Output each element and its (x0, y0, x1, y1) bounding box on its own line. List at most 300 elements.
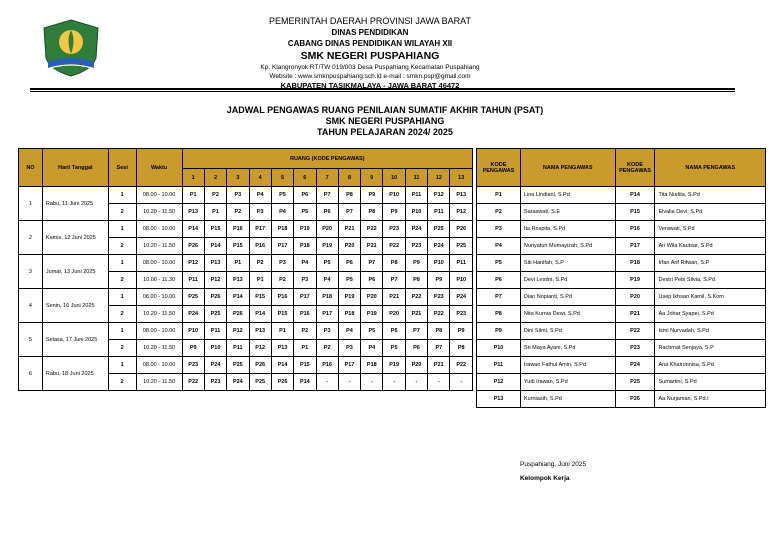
session-time: 10.20 - 11.50 (136, 340, 182, 357)
supervisor-code-cell: P22 (405, 289, 427, 306)
supervisor-code-cell: P24 (182, 306, 204, 323)
room-header: 3 (227, 169, 249, 187)
supervisor-row (477, 323, 766, 340)
supervisor-code-cell: P11 (428, 204, 450, 221)
letterhead (0, 0, 768, 100)
schedule-row (19, 323, 473, 340)
supervisor-name: Ita Rospita, S.Pd (520, 221, 615, 238)
col-sesi: Sesi (108, 149, 136, 187)
supervisor-code: P23 (615, 340, 655, 357)
supervisor-code-cell: P5 (361, 323, 383, 340)
supervisor-code-cell: P15 (294, 357, 316, 374)
supervisor-code: P2 (477, 204, 521, 221)
col-kode-2: KODE PENGAWAS (615, 149, 655, 187)
supervisor-code-cell: P26 (450, 221, 473, 238)
room-header: 10 (383, 169, 405, 187)
supervisor-name: Irawan Fathul Amin, S.Pd (520, 357, 615, 374)
supervisor-code-cell: P10 (383, 187, 405, 204)
supervisor-code-cell: P14 (182, 221, 204, 238)
supervisor-code-cell: P22 (361, 221, 383, 238)
supervisor-code-cell: P9 (450, 323, 473, 340)
supervisor-row (477, 255, 766, 272)
supervisor-code: P18 (615, 255, 655, 272)
day-date: Selasa, 17 Juni 2025 (42, 323, 108, 357)
west-java-emblem-icon (40, 18, 102, 78)
supervisor-row (477, 204, 766, 221)
supervisor-code-cell: P16 (271, 289, 293, 306)
supervisor-code-cell: P11 (204, 323, 226, 340)
room-header: 11 (405, 169, 427, 187)
supervisor-code-cell: P19 (316, 238, 338, 255)
supervisor-code-cell: P14 (249, 306, 271, 323)
supervisor-code-cell: P4 (316, 272, 338, 289)
signature-role: Kelompok Kerja (520, 475, 570, 482)
supervisor-code: P25 (615, 374, 655, 391)
supervisor-code-cell: P19 (338, 289, 360, 306)
header-school: SMK NEGERI PUSPAHIANG (300, 50, 440, 62)
header-divider-thin (30, 91, 735, 92)
supervisor-code-cell: P4 (294, 255, 316, 272)
session-time: 08.00 - 10.00 (136, 255, 182, 272)
supervisor-code-cell: P5 (338, 272, 360, 289)
room-header: 4 (249, 169, 271, 187)
supervisor-code-cell: P19 (361, 306, 383, 323)
supervisor-code-cell: - (361, 374, 383, 391)
supervisor-code-cell: P13 (450, 187, 473, 204)
schedule-row (19, 357, 473, 374)
supervisor-code: P11 (477, 357, 521, 374)
supervisor-code: P12 (477, 374, 521, 391)
session-time: 08.00 - 10.00 (136, 221, 182, 238)
supervisor-code-cell: P5 (383, 340, 405, 357)
supervisor-code-cell: P8 (361, 204, 383, 221)
supervisor-code-cell: P2 (249, 255, 271, 272)
supervisor-code-cell: P8 (338, 187, 360, 204)
supervisor-code-cell: P26 (249, 357, 271, 374)
supervisor-code-cell: P9 (182, 340, 204, 357)
supervisor-code-cell: P12 (428, 187, 450, 204)
supervisor-code-cell: P17 (271, 238, 293, 255)
supervisor-code-cell: - (428, 374, 450, 391)
room-header: 2 (204, 169, 226, 187)
supervisor-code: P21 (615, 306, 655, 323)
supervisor-code-cell: P8 (383, 255, 405, 272)
supervisor-code-cell: P21 (383, 289, 405, 306)
schedule-row (19, 255, 473, 272)
session-number: 2 (108, 306, 136, 323)
session-time: 08.00 - 10.00 (136, 323, 182, 340)
room-header: 7 (316, 169, 338, 187)
supervisor-code-cell: P4 (338, 323, 360, 340)
supervisor-code-cell: P6 (316, 204, 338, 221)
supervisor-name: Dian Nopianti, S.Pd (520, 289, 615, 306)
supervisor-name: Destri Pebi Silvia, S.Pd (655, 272, 766, 289)
supervisor-code-cell: P1 (227, 255, 249, 272)
col-day: Hari/ Tanggal (42, 149, 108, 187)
supervisor-code-cell: P5 (294, 204, 316, 221)
supervisor-name: Elvalia Devi, S.Pd (655, 204, 766, 221)
header-regency: KABUPATEN TASIKMALAYA - JAWA BARAT 46472 (280, 81, 460, 90)
supervisor-code-cell: - (338, 374, 360, 391)
supervisor-code-cell: P1 (204, 204, 226, 221)
supervisor-name: Usep Ikhsan Kamil, S.Kom (655, 289, 766, 306)
supervisor-code-cell: P12 (450, 204, 473, 221)
supervisor-code-cell: P7 (361, 255, 383, 272)
supervisor-code-cell: P6 (405, 340, 427, 357)
day-number: 4 (19, 289, 43, 323)
supervisor-row (477, 272, 766, 289)
signature-block (520, 458, 586, 486)
supervisor-code-cell: P1 (182, 187, 204, 204)
supervisor-code-cell: P2 (227, 204, 249, 221)
supervisor-code-cell: P16 (294, 306, 316, 323)
supervisor-row (477, 391, 766, 408)
supervisor-name: Sri Maya Ayani, S.Pd (520, 340, 615, 357)
supervisor-name: Rachmat Senjaya, S.P (655, 340, 766, 357)
session-time: 10.20 - 11.50 (136, 374, 182, 391)
supervisor-code-cell: P8 (428, 323, 450, 340)
supervisor-code: P22 (615, 323, 655, 340)
supervisor-name: Tita Nurlita, S.Pd (655, 187, 766, 204)
supervisor-code-cell: P5 (271, 187, 293, 204)
supervisor-code-cell: P21 (405, 306, 427, 323)
supervisor-code-cell: P10 (450, 272, 473, 289)
supervisor-code-cell: P3 (227, 187, 249, 204)
supervisor-row (477, 187, 766, 204)
supervisor-name: Verawati, S.Pd (655, 221, 766, 238)
supervisor-code-cell: P13 (227, 272, 249, 289)
supervisor-code-cell: P11 (182, 272, 204, 289)
supervisor-code-cell: P10 (428, 255, 450, 272)
supervisor-code-cell: P23 (182, 357, 204, 374)
col-no: NO (19, 149, 43, 187)
supervisor-code-cell: P24 (227, 374, 249, 391)
supervisor-code-cell: P7 (338, 204, 360, 221)
room-header: 9 (361, 169, 383, 187)
session-time: 10.20 - 11.50 (136, 238, 182, 255)
supervisor-code: P24 (615, 357, 655, 374)
supervisor-code-cell: - (316, 374, 338, 391)
supervisor-code-cell: P3 (271, 255, 293, 272)
supervisor-code-cell: P1 (294, 340, 316, 357)
session-number: 2 (108, 204, 136, 221)
session-number: 2 (108, 238, 136, 255)
day-number: 6 (19, 357, 43, 391)
supervisor-code-cell: P3 (338, 340, 360, 357)
room-header: 6 (294, 169, 316, 187)
supervisor-code: P17 (615, 238, 655, 255)
schedule-table (18, 148, 473, 391)
supervisor-code-cell: P4 (271, 204, 293, 221)
day-date: Rabu, 18 Juni 2025 (42, 357, 108, 391)
supervisor-code-cell: P9 (361, 187, 383, 204)
supervisor-code-cell: P26 (204, 289, 226, 306)
supervisor-code-cell: P11 (450, 255, 473, 272)
supervisor-code-cell: P6 (361, 272, 383, 289)
supervisor-code: P20 (615, 289, 655, 306)
supervisor-code-cell: P24 (405, 221, 427, 238)
session-time: 10.20 - 11.50 (136, 306, 182, 323)
supervisor-code-cell: P22 (383, 238, 405, 255)
supervisor-code-cell: P20 (383, 306, 405, 323)
col-kode-1: KODE PENGAWAS (477, 149, 521, 187)
supervisor-code-cell: P3 (294, 272, 316, 289)
supervisor-code: P1 (477, 187, 521, 204)
supervisor-code-cell: P16 (316, 357, 338, 374)
supervisor-code-cell: - (383, 374, 405, 391)
supervisor-row (477, 306, 766, 323)
supervisor-code-cell: P22 (450, 357, 473, 374)
supervisor-row (477, 221, 766, 238)
supervisor-code-cell: P10 (182, 323, 204, 340)
header-divider (30, 88, 735, 90)
supervisor-name: Saraswati, S.E (520, 204, 615, 221)
supervisor-name: Aa Johar Syapei, S.Pd (655, 306, 766, 323)
supervisor-code-cell: P25 (450, 238, 473, 255)
supervisor-row (477, 289, 766, 306)
supervisor-code-cell: P23 (405, 238, 427, 255)
supervisor-code-cell: P24 (204, 357, 226, 374)
supervisor-code-cell: P15 (271, 306, 293, 323)
supervisor-code: P16 (615, 221, 655, 238)
supervisor-code-cell: P14 (271, 357, 293, 374)
supervisor-name: Kurniasih, S.Pd (520, 391, 615, 408)
room-header: 12 (428, 169, 450, 187)
session-number: 2 (108, 272, 136, 289)
col-ruang: RUANG (KODE PENGAWAS) (182, 149, 472, 169)
supervisor-code-cell: P24 (450, 289, 473, 306)
supervisor-code-cell: P8 (450, 340, 473, 357)
supervisor-code-cell: - (405, 374, 427, 391)
supervisor-code: P9 (477, 323, 521, 340)
supervisor-code-cell: P2 (204, 187, 226, 204)
day-number: 2 (19, 221, 43, 255)
supervisor-code: P5 (477, 255, 521, 272)
supervisor-code-cell: P8 (405, 272, 427, 289)
supervisor-code-cell: P25 (428, 221, 450, 238)
supervisor-code: P19 (615, 272, 655, 289)
session-time: 08.00 - 10.00 (136, 289, 182, 306)
supervisor-code-cell: P7 (428, 340, 450, 357)
supervisor-code-cell: P26 (182, 238, 204, 255)
supervisor-code-cell: P15 (249, 289, 271, 306)
supervisor-code-cell: P18 (294, 238, 316, 255)
supervisor-code-cell: P20 (338, 238, 360, 255)
session-time: 08.00 - 10.00 (136, 357, 182, 374)
title-line-1: JADWAL PENGAWAS RUANG PENILAIAN SUMATIF AKHIR TAHUN (PSAT) (226, 105, 544, 115)
supervisor-code-cell: P17 (316, 306, 338, 323)
supervisor-code-cell: P22 (182, 374, 204, 391)
supervisor-code-cell: P11 (227, 340, 249, 357)
col-time: Waktu (136, 149, 182, 187)
supervisor-name: Yudi Irawan, S.Pd (520, 374, 615, 391)
supervisor-code-cell: P18 (361, 357, 383, 374)
header-address: Kp. Klangronyok RT/TW 019/003 Desa Puspahiang Kecamatan Puspahiang (260, 64, 480, 71)
supervisor-code-cell: P24 (428, 238, 450, 255)
supervisor-code: P13 (477, 391, 521, 408)
supervisor-code-cell: P14 (294, 374, 316, 391)
supervisor-code-cell: P16 (227, 221, 249, 238)
supervisor-code-cell: P12 (249, 340, 271, 357)
supervisor-code-cell: P12 (204, 272, 226, 289)
supervisor-code-cell: P17 (249, 221, 271, 238)
supervisor-name: Aa Nurjaman, S.Pd.I (655, 391, 766, 408)
supervisor-code-cell: P23 (204, 374, 226, 391)
supervisor-code-cell: P11 (405, 187, 427, 204)
supervisor-code-cell: P20 (361, 289, 383, 306)
supervisor-name: Ismi Nurvadah, S.Pd (655, 323, 766, 340)
session-time: 10.20 - 11.50 (136, 204, 182, 221)
supervisor-code-cell: P4 (249, 187, 271, 204)
supervisor-code-cell: P13 (182, 204, 204, 221)
session-number: 2 (108, 374, 136, 391)
supervisor-code-cell: P18 (316, 289, 338, 306)
schedule-row (19, 221, 473, 238)
supervisor-code: P10 (477, 340, 521, 357)
supervisor-name: Ari Wila Kautsar, S.Pd (655, 238, 766, 255)
col-nama-1: NAMA PENGAWAS (520, 149, 615, 187)
supervisor-code-cell: P1 (249, 272, 271, 289)
header-branch: CABANG DINAS PENDIDIKAN WILAYAH XII (287, 39, 453, 48)
supervisor-code-cell: P19 (383, 357, 405, 374)
supervisor-code-cell: P9 (428, 272, 450, 289)
supervisor-code-cell: P12 (182, 255, 204, 272)
header-contact: Website : www.smknpuspahiang.sch.id e-mail : smkn.psp@gmail.com (269, 73, 471, 80)
supervisor-code-cell: P21 (428, 357, 450, 374)
supervisor-code-cell: P4 (361, 340, 383, 357)
supervisor-code-cell: P19 (294, 221, 316, 238)
supervisor-name: Dini Silmi, S.Pd (520, 323, 615, 340)
supervisor-code: P3 (477, 221, 521, 238)
supervisor-name: Nuriyatun Mumayizah, S.Pd (520, 238, 615, 255)
supervisor-code-cell: P5 (316, 255, 338, 272)
supervisor-code-cell: P26 (227, 306, 249, 323)
header-government: PEMERINTAH DAERAH PROVINSI JAWA BARAT (268, 16, 472, 26)
supervisor-code: P6 (477, 272, 521, 289)
supervisor-code-cell: P6 (294, 187, 316, 204)
session-number: 1 (108, 255, 136, 272)
supervisor-code-cell: P6 (338, 255, 360, 272)
supervisor-code-cell: P3 (249, 204, 271, 221)
session-number: 1 (108, 221, 136, 238)
supervisor-code-cell: P20 (405, 357, 427, 374)
supervisor-code-cell: P7 (383, 272, 405, 289)
supervisor-code-cell: P9 (405, 255, 427, 272)
supervisor-code-cell: P7 (405, 323, 427, 340)
room-header: 13 (450, 169, 473, 187)
supervisor-code: P26 (615, 391, 655, 408)
supervisor-row (477, 238, 766, 255)
supervisor-code-cell: P14 (204, 238, 226, 255)
day-date: Kamis, 12 Juni 2025 (42, 221, 108, 255)
supervisor-name: Ana Khairunnisa, S.Pd (655, 357, 766, 374)
supervisor-row (477, 340, 766, 357)
supervisor-code-cell: P13 (249, 323, 271, 340)
day-number: 3 (19, 255, 43, 289)
header-department: DINAS PENDIDIKAN (331, 28, 409, 37)
supervisor-code-cell: P22 (428, 306, 450, 323)
supervisor-code-cell: P25 (182, 289, 204, 306)
supervisor-code-cell: P7 (316, 187, 338, 204)
signature-place-date: Puspahiang, Juni 2025 (520, 461, 587, 468)
supervisor-row (477, 357, 766, 374)
session-time: 10.00 - 11.30 (136, 272, 182, 289)
supervisor-code-cell: - (450, 374, 473, 391)
supervisor-table (476, 148, 766, 408)
schedule-row (19, 187, 473, 204)
supervisor-name: Devi Lestini, S.Pd (520, 272, 615, 289)
supervisor-code-cell: P21 (338, 221, 360, 238)
day-number: 1 (19, 187, 43, 221)
session-time: 08.00 - 10.00 (136, 187, 182, 204)
supervisor-code-cell: P9 (383, 204, 405, 221)
supervisor-code-cell: P23 (383, 221, 405, 238)
session-number: 1 (108, 289, 136, 306)
supervisor-code: P4 (477, 238, 521, 255)
schedule-row (19, 289, 473, 306)
supervisor-code: P14 (615, 187, 655, 204)
supervisor-code-cell: P10 (405, 204, 427, 221)
supervisor-code-cell: P23 (428, 289, 450, 306)
supervisor-code-cell: P20 (316, 221, 338, 238)
supervisor-code-cell: P25 (227, 357, 249, 374)
supervisor-code-cell: P15 (204, 221, 226, 238)
supervisor-code-cell: P13 (204, 255, 226, 272)
supervisor-code: P8 (477, 306, 521, 323)
room-header: 5 (271, 169, 293, 187)
session-number: 1 (108, 323, 136, 340)
supervisor-code-cell: P2 (316, 340, 338, 357)
room-header: 8 (338, 169, 360, 187)
supervisor-code-cell: P1 (271, 323, 293, 340)
supervisor-code-cell: P15 (227, 238, 249, 255)
supervisor-code-cell: P3 (316, 323, 338, 340)
day-date: Jumat, 13 Juni 2025 (42, 255, 108, 289)
supervisor-name: Lina Lindiani, S.Pd (520, 187, 615, 204)
day-number: 5 (19, 323, 43, 357)
session-number: 2 (108, 340, 136, 357)
col-nama-2: NAMA PENGAWAS (655, 149, 766, 187)
supervisor-name: Irfan Arif Rifwan, S.P (655, 255, 766, 272)
supervisor-code-cell: P14 (227, 289, 249, 306)
supervisor-name: Sumartini, S.Pd (655, 374, 766, 391)
session-number: 1 (108, 187, 136, 204)
supervisor-code-cell: P12 (227, 323, 249, 340)
title-line-2: SMK NEGERI PUSPAHIANG (325, 116, 445, 126)
supervisor-name: Nita Kurnia Dewi, S.Pd (520, 306, 615, 323)
supervisor-code-cell: P26 (271, 374, 293, 391)
supervisor-code-cell: P21 (361, 238, 383, 255)
supervisor-code: P15 (615, 204, 655, 221)
supervisor-code-cell: P18 (271, 221, 293, 238)
supervisor-row (477, 374, 766, 391)
supervisor-code-cell: P10 (204, 340, 226, 357)
supervisor-code-cell: P23 (450, 306, 473, 323)
supervisor-code-cell: P2 (271, 272, 293, 289)
supervisor-code-cell: P25 (249, 374, 271, 391)
supervisor-code-cell: P16 (249, 238, 271, 255)
session-number: 1 (108, 357, 136, 374)
supervisor-code-cell: P17 (338, 357, 360, 374)
supervisor-code-cell: P2 (294, 323, 316, 340)
supervisor-code-cell: P17 (294, 289, 316, 306)
room-header: 1 (182, 169, 204, 187)
day-date: Rabu, 11 Juni 2025 (42, 187, 108, 221)
supervisor-code: P7 (477, 289, 521, 306)
day-date: Senin, 16 Juni 2025 (42, 289, 108, 323)
supervisor-code-cell: P18 (338, 306, 360, 323)
supervisor-name: Siti Hanifah, S.P (520, 255, 615, 272)
